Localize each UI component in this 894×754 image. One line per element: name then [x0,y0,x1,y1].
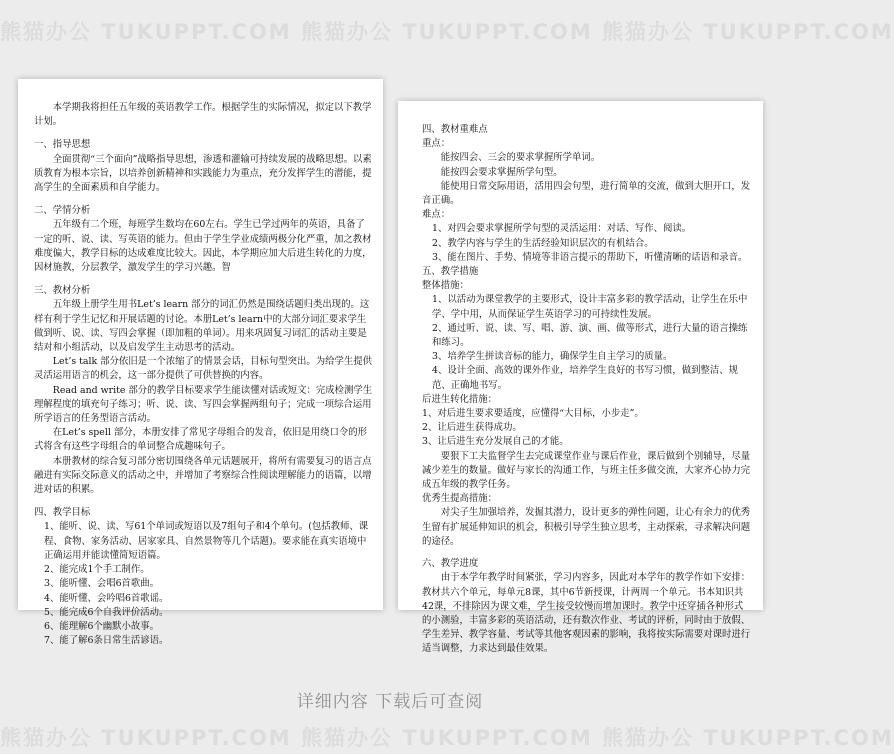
overall-measure-item: 4、设计全面、高效的课外作业，培养学生良好的书写习惯，做到整洁、规范、正确地书写。 [432,365,738,391]
document-page-left [18,79,383,647]
textbook-analysis-paragraph: Let’s talk 部分依旧是一个浓缩了的情景会话，目标句型突出。为给学生提供灵活运用语言的机会，这一部分提供了可供替换的内容。 [34,356,373,382]
footer-caption: 详细内容 下载后可查阅 [296,692,484,712]
goal-item: 6、能理解6个幽默小故事。 [44,620,160,632]
textbook-analysis-paragraph: 五年级上册学生用书Let’s learn 部分的词汇仍然是围绕话题归类出现的。这样有利于学生记忆和开展话题的讨论。本册Let’s learn中的大部分词汇要求学生做到听、说、读、写四会掌握（即加粗的单词）。用来巩固复习词汇的活动主要是结对和小组活动，以及启发学生主动思考的活动。 [34,299,370,354]
student-analysis-paragraph: 五年级有二个班，每班学生数均在60左右。学生已学过两年的英语，具备了一定的听、说、读、写英语的能力。但由于学生学业成绩两极分化严重，加之教材难度偏大，教学目标的达成难度比较大。因此，本学期应加大后进生转化的力度，因材施教，分层教学，激发学生的学习兴趣。智 [34,219,372,274]
top-student-paragraph: 对尖子生加强培养，发掘其潜力，设计更多的弹性问题，让心有余力的优秀生留有扩展延伸知识的机会，积极引导学生独立思考，主动探索，寻求解决问题的途径。 [422,507,751,547]
section-heading-teaching-schedule: 六、教学进度 [422,558,479,570]
weak-student-measures-label: 后进生转化措施： [422,393,498,405]
weak-student-item: 2、让后进生获得成功。 [422,422,522,434]
overall-measure-item: 2、通过听、说、读、写、唱、游、演、画、做等形式，进行大量的语言操练和练习。 [432,322,748,349]
section-heading-teaching-measures: 五、教学措施 [422,266,479,278]
weak-student-paragraph: 要狠下工夫监督学生去完成课堂作业与课后作业，课后做到个别辅导，尽量减少差生的数量。做好与家长的沟通工作，与班主任多做交流，大家齐心协力完成五年级的教学任务。 [422,450,751,491]
difficulty-item: 3、能在图片、手势、情境等非语言提示的帮助下，听懂清晰的话语和录音。 [432,251,748,263]
textbook-analysis-paragraph: 在Let’s spell 部分，本册安排了常见字母组合的发音，依旧是用绕口令的形式将含有这些字母组合的单词整合成趣味句子。 [34,427,367,453]
document-page-right [398,101,763,655]
key-points-label: 重点： [422,138,451,150]
goal-item: 2、能完成1个手工制作。 [44,564,150,576]
weak-student-item: 3、让后进生充分发展自己的才能。 [422,436,569,448]
guiding-ideology-paragraph: 全面贯彻“三个面向”战略指导思想，渗透和灌输可持续发展的战略思想。以素质教育为根本宗旨，以培养创新精神和实践能力为重点，充分发挥学生的潜能，提高学生的全面素质和自学能力。 [34,153,372,194]
textbook-analysis-paragraph: Read and write 部分的教学目标要求学生能读懂对话或短文：完成检测学生理解程度的填充句子练习；听、说、读、写四会掌握两组句子；完成一项综合运用所学语言的任务型语言活动。 [34,384,373,425]
difficulties-label: 难点： [422,209,451,221]
goal-item: 4、能听懂、会吟唱6首歌谣。 [44,592,169,604]
top-student-measures-label: 优秀生提高措施： [422,493,498,505]
textbook-analysis-paragraph: 本册教材的综合复习部分密切围绕各单元话题展开，将所有需要复习的语言点融进有实际交际意义的活动之中，并增加了考察综合性阅读理解能力的语篇，以增进对话的积累。 [34,455,372,496]
intro-paragraph: 本学期我将担任五年级的英语教学工作。根据学生的实际情况，拟定以下教学计划。 [34,102,372,128]
section-heading-key-points: 四、教材重难点 [422,124,488,135]
difficulty-item: 2、教学内容与学生的生活经验知识层次的有机结合。 [432,237,654,249]
goal-item: 5、能完成6个自我评价活动。 [44,606,169,618]
overall-measure-item: 3、培养学生拼读音标的能力，确保学生自主学习的质量。 [432,351,673,363]
key-point-item: 能按四会、三会的要求掌握所学单词。 [440,152,601,164]
weak-student-item: 1、对后进生要求要适度，应懂得“大目标，小步走”。 [422,408,644,420]
section-heading-guiding-ideology: 一、指导思想 [34,139,91,151]
goal-item: 3、能听懂、会唱6首歌曲。 [44,578,160,590]
key-point-item: 能按四会要求掌握所学句型。 [440,166,563,178]
teaching-schedule-paragraph: 由于本学年教学时间紧张，学习内容多，因此对本学年的教学作如下安排：教材共六个单元，每单元8课，其中6节新授课，计两周一个单元。书本知识共42课，不排除因为课文难，学生接受较慢而增加课时。教学中还穿插各种形式的小测验，丰富多彩的英语活动，还有数次作业、考试的评析，同时由于放假、学生差异、教学容量、考试等其他客观因素的影响，我将按实际需要对课时进行适当调整，力求达到最佳效果。 [422,572,751,655]
section-heading-teaching-goals: 四、教学目标 [34,507,91,519]
difficulty-item: 1、对四会要求掌握所学句型的灵活运用：对话、写作、阅读。 [432,223,692,235]
section-heading-student-analysis: 二、学情分析 [34,205,91,217]
watermark-top: 熊猫办公 TUKUPPT.COM 熊猫办公 TUKUPPT.COM 熊猫办公 TUKUPPT.COM [0,20,894,44]
watermark-bottom: 熊猫办公 TUKUPPT.COM 熊猫办公 TUKUPPT.COM 熊猫办公 TUKUPPT.COM [0,726,894,750]
goal-item: 7、能了解6条日常生活谚语。 [44,635,169,647]
key-point-item: 能使用日常交际用语，活用四会句型，进行简单的交流，做到大胆开口，发音正确。 [422,180,751,207]
section-heading-textbook-analysis: 三、教材分析 [34,285,91,297]
goal-item: 1、能听、说、读、写61个单词或短语以及7组句子和4个单句。(包括教师、课程、食物、家务活动、居家家具、自然景物等几个话题)。要求能在真实语境中正确运用并能读懂简短语篇。 [44,521,369,561]
overall-measure-item: 1、以活动为课堂教学的主要形式，设计丰富多彩的教学活动，让学生在乐中学、学中用，从而保证学生英语学习的可持续性发展。 [432,294,748,320]
overall-measures-label: 整体措施： [422,280,469,292]
